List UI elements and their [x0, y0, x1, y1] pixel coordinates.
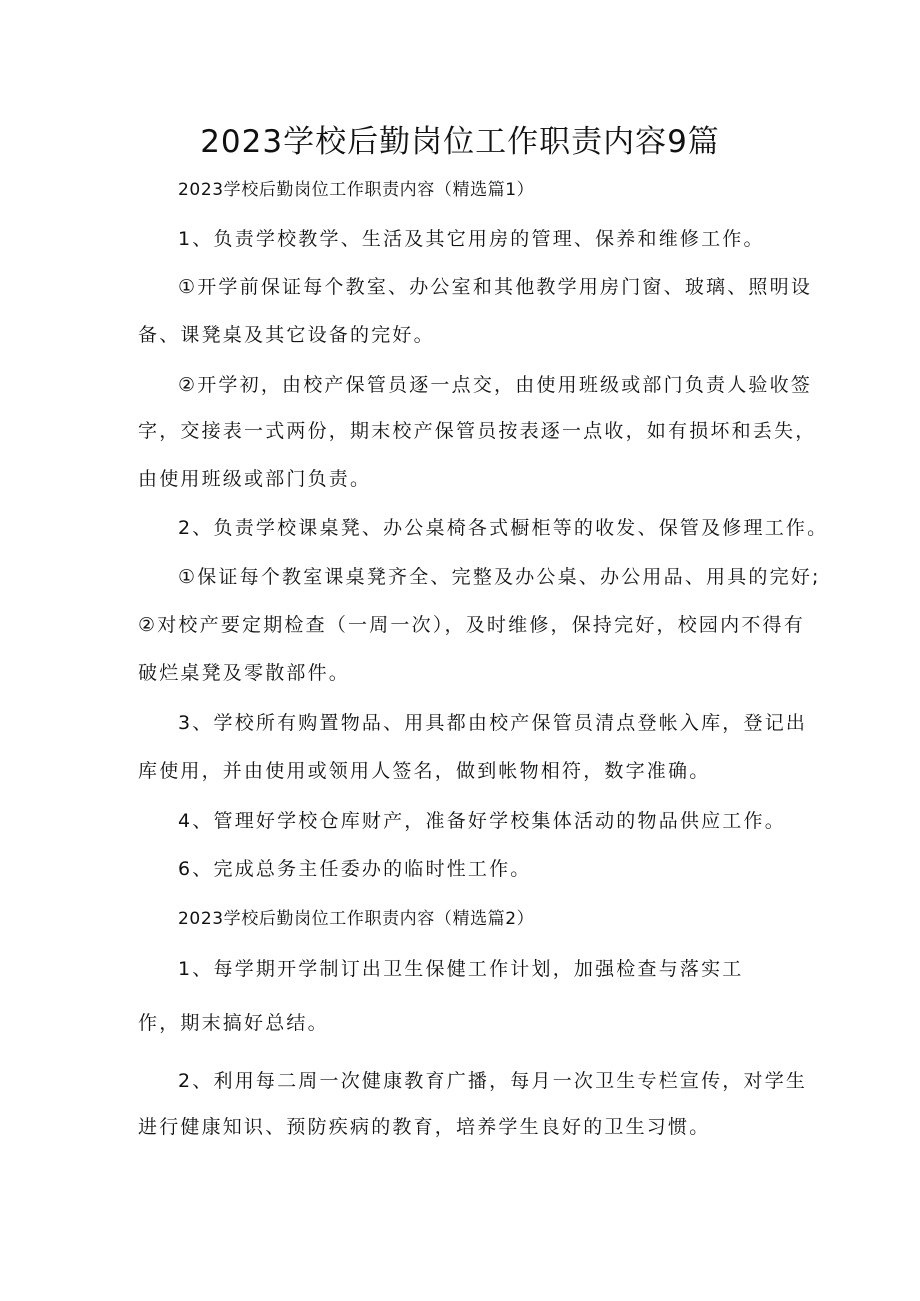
section-heading-2: 2023学校后勤岗位工作职责内容（精选篇2）	[178, 909, 535, 929]
paragraph-line: ①保证每个教室课桌凳齐全、完整及办公桌、办公用品、用具的完好;	[178, 566, 821, 588]
paragraph-line: ②对校产要定期检查（一周一次），及时维修，保持完好，校园内不得有	[138, 614, 805, 636]
document-title: 2023学校后勤岗位工作职责内容9篇	[200, 124, 720, 160]
paragraph-line: 字，交接表一式两份，期末校产保管员按表逐一点收，如有损坏和丢失，	[138, 420, 817, 442]
paragraph-line: 2、负责学校课桌凳、办公桌椅各式橱柜等的收发、保管及修理工作。	[178, 517, 829, 539]
paragraph-line: 4、管理好学校仓库财产，准备好学校集体活动的物品供应工作。	[178, 810, 786, 832]
paragraph-line: 进行健康知识、预防疾病的教育，培养学生良好的卫生习惯。	[138, 1116, 711, 1138]
paragraph-line: 由使用班级或部门负责。	[138, 468, 372, 490]
paragraph-line: 1、每学期开学制订出卫生保健工作计划，加强检查与落实工	[178, 958, 744, 980]
paragraph-line: ②开学初，由校产保管员逐一点交，由使用班级或部门负责人验收签	[178, 374, 813, 396]
paragraph-line: 1、负责学校教学、生活及其它用房的管理、保养和维修工作。	[178, 228, 765, 250]
paragraph-line: 作，期末搞好总结。	[138, 1012, 329, 1034]
paragraph-line: 3、学校所有购置物品、用具都由校产保管员清点登帐入库，登记出	[178, 712, 808, 734]
paragraph-line: 破烂桌凳及零散部件。	[138, 662, 351, 684]
paragraph-line: 库使用，并由使用或领用人签名，做到帐物相符，数字准确。	[138, 760, 711, 782]
paragraph-line: 备、课凳桌及其它设备的完好。	[138, 324, 435, 346]
paragraph-line: 6、完成总务主任委办的临时性工作。	[178, 858, 532, 880]
section-heading-1: 2023学校后勤岗位工作职责内容（精选篇1）	[178, 180, 535, 200]
paragraph-line: ①开学前保证每个教室、办公室和其他教学用房门窗、玻璃、照明设	[178, 276, 813, 298]
paragraph-line: 2、利用每二周一次健康教育广播，每月一次卫生专栏宣传，对学生	[178, 1070, 808, 1092]
